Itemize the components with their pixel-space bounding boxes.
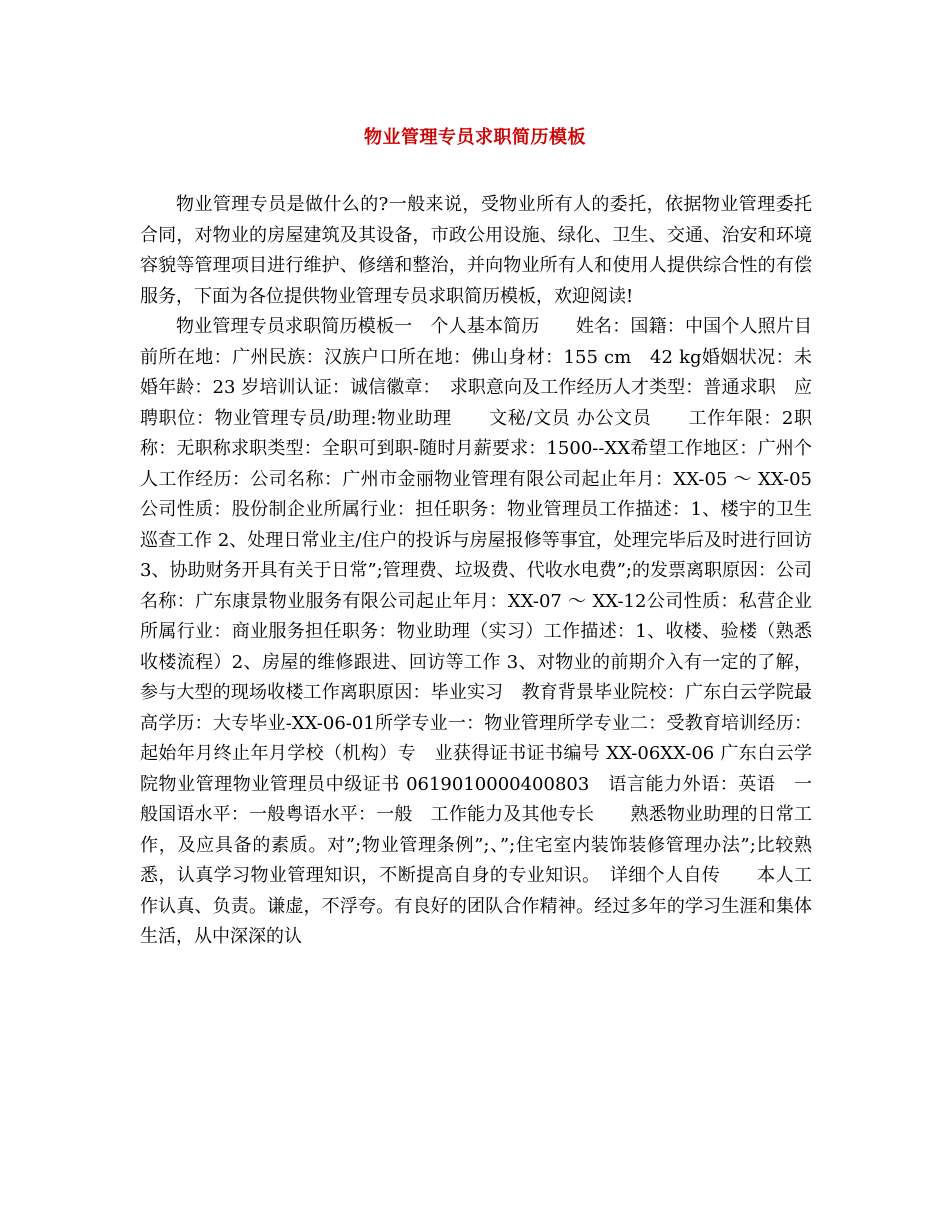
paragraph-resume: 物业管理专员求职简历模板一 个人基本简历 姓名：国籍：中国个人照片目前所在地：广州民族：汉族户口所在地：佛山身材：155 cm 42 kg婚姻状况：未婚年龄：23 岁培训认证：诚信徽章： 求职意向及工作经历人才类型：普通求职 应聘职位：物业管理专员/助理:物业助理 文秘/文员 办公文员 工作年限：2职称：无职称求职类型：全职可到职-随时月薪要求：1500--XX希望工作地区：广州个人工作经历：公司名称：广州市金丽物业管理有限公司起止年月：XX-05 ～ XX-05公司性质：股份制企业所属行业：担任职务：物业管理员工作描述：1、楼宇的卫生巡查工作 2、处理日常业主/住户的投诉与房屋报修等事宜，处理完毕后及时进行回访 3、协助财务开具有关于日常”;管理费、垃圾费、代收水电费”;的发票离职原因：公司名称：广东康景物业服务有限公司起止年月：XX-07 ～ XX-12公司性质：私营企业所属行业：商业服务担任职务：物业助理（实习）工作描述：1、收楼、验楼（熟悉收楼流程）2、房屋的维修跟进、回访等工作 3、对物业的前期介入有一定的了解，参与大型的现场收楼工作离职原因：毕业实习 教育背景毕业院校：广东白云学院最高学历：大专毕业-XX-06-01所学专业一：物业管理所学专业二：受教育培训经历：起始年月终止年月学校（机构）专 业获得证书证书编号 XX-06XX-06 广东白云学院物业管理物业管理员中级证书 0619010000400803 语言能力外语：英语 一般国语水平：一般粤语水平：一般 工作能力及其他专长 熟悉物业助理的日常工作，及应具备的素质。对”;物业管理条例”;、”;住宅室内装饰装修管理办法”;比较熟悉，认真学习物业管理知识，不断提高自身的专业知识。 详细个人自传 本人工作认真、负责。谦虚，不浮夸。有良好的团队合作精神。经过多年的学习生涯和集体生活，从中深深的认 xyxy=(140,316,812,947)
document-title: 物业管理专员求职简历模板 xyxy=(364,127,586,148)
paragraph-intro: 物业管理专员是做什么的?一般来说，受物业所有人的委托，依据物业管理委托合同，对物业的房屋建筑及其设备，市政公用设施、绿化、卫生、交通、治安和环境容貌等管理项目进行维护、修缮和整治，并向物业所有人和使用人提供综合性的有偿服务，下面为各位提供物业管理专员求职简历模板，欢迎阅读! xyxy=(140,194,812,307)
document-body xyxy=(140,190,812,953)
